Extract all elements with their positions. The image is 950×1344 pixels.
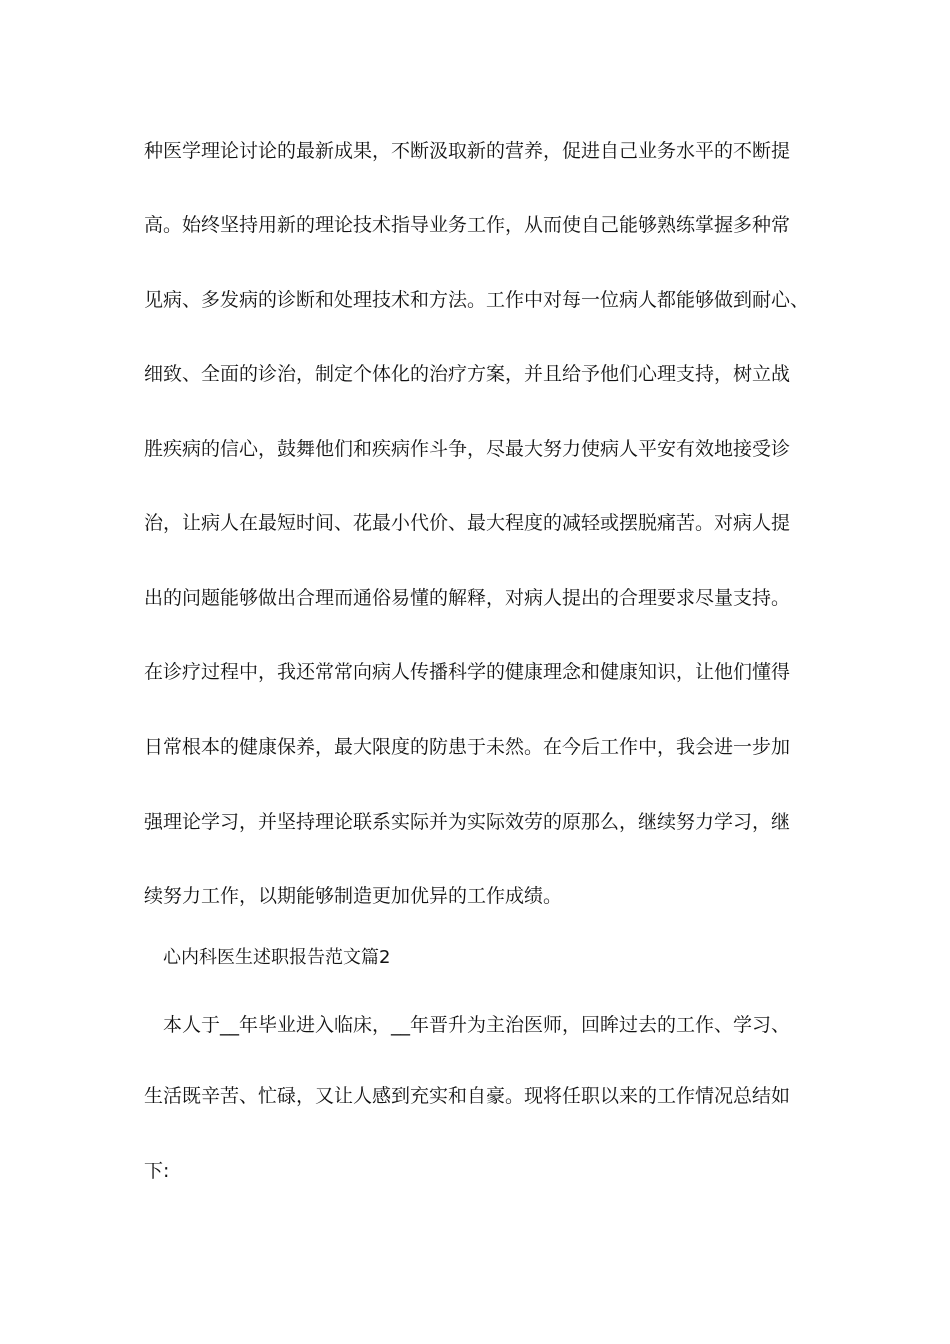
paragraph-1-line-2: 高。始终坚持用新的理论技术指导业务工作，从而使自己能够熟练掌握多种常	[144, 214, 791, 236]
paragraph-1-line-8: 在诊疗过程中，我还常常向病人传播科学的健康理念和健康知识，让他们懂得	[144, 661, 791, 683]
paragraph-1-line-10: 强理论学习，并坚持理论联系实际并为实际效劳的原那么，继续努力学习，继	[144, 811, 791, 833]
paragraph-1-line-6: 治，让病人在最短时间、花最小代价、最大程度的减轻或摆脱痛苦。对病人提	[144, 512, 791, 534]
paragraph-1-line-7: 出的问题能够做出合理而通俗易懂的解释，对病人提出的合理要求尽量支持。	[144, 587, 791, 609]
paragraph-2-line-3: 下:	[144, 1160, 170, 1182]
section-heading: 心内科医生述职报告范文篇2	[163, 947, 391, 968]
paragraph-1-line-5: 胜疾病的信心，鼓舞他们和疾病作斗争，尽最大努力使病人平安有效地接受诊	[144, 438, 791, 460]
paragraph-1-line-3: 见病、多发病的诊断和处理技术和方法。工作中对每一位病人都能够做到耐心、	[144, 289, 810, 311]
paragraph-2-line-2: 生活既辛苦、忙碌，又让人感到充实和自豪。现将任职以来的工作情况总结如	[144, 1085, 791, 1107]
paragraph-2-line-1: 本人于__年毕业进入临床，__年晋升为主治医师，回眸过去的工作、学习、	[163, 1014, 791, 1036]
paragraph-1-line-11: 续努力工作，以期能够制造更加优异的工作成绩。	[144, 885, 563, 907]
paragraph-1-line-1: 种医学理论讨论的最新成果，不断汲取新的营养，促进自己业务水平的不断提	[144, 140, 791, 162]
paragraph-1-line-9: 日常根本的健康保养，最大限度的防患于未然。在今后工作中，我会进一步加	[144, 736, 791, 758]
paragraph-1-line-4: 细致、全面的诊治，制定个体化的治疗方案，并且给予他们心理支持，树立战	[144, 363, 791, 385]
